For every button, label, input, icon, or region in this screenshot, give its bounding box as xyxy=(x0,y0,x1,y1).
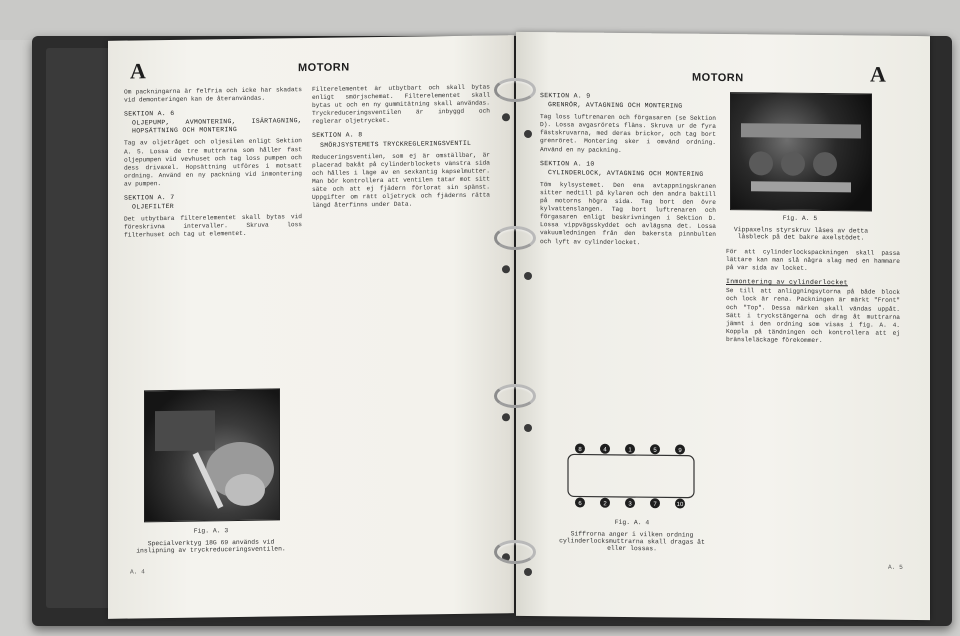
section-letter-left: A xyxy=(130,58,146,84)
punch-hole xyxy=(524,272,532,280)
bolt-number-top: 4 xyxy=(603,447,607,454)
section-a8-text: Reduceringsventilen, som ej är omställbar, är placerad bakåt på cylinderblockets vänstra sida och hålles i läge av en sexkantig kapselmutter. Man bör kontrollera att ventilen tätar mot sitt säte och att ej fjädern förlorat sin spänst. Uppgifter om rätt oljetryck och fjäderns rätta längd återfinns under Data. xyxy=(312,151,490,210)
punch-hole xyxy=(524,130,532,138)
section-a9-title: SEKTION A. 9 xyxy=(540,92,591,100)
section-a10-title: SEKTION A. 10 xyxy=(540,159,595,168)
left-column-2 xyxy=(312,84,490,566)
figure-a4-description: Siffrorna anger i vilken ordning cylinderlocksmuttrarna skall dragas åt eller lossas. xyxy=(559,530,705,553)
left-page xyxy=(108,35,514,619)
cylinder-head-outline xyxy=(568,454,694,497)
section-a9-text: Tag loss luftrenaren och förgasaren (se Sektion D). Lossa avgasrörets fläns. Skruva ur de fyra fästskruvarna, med deras brickor, och tag bort grenröret. Montering sker i omvänd ordning. Använd en ny packning. xyxy=(540,113,716,154)
section-a6-title: SEKTION A. 6 xyxy=(124,110,175,118)
bolt-number-top: 5 xyxy=(653,447,657,454)
section-a8-title: SEKTION A. 8 xyxy=(312,131,363,140)
tool-illustration xyxy=(145,389,279,521)
section-a8-subtitle: SMÖRJSYSTEMETS TRYCKREGLERINGSVENTIL xyxy=(320,139,472,149)
figure-a4-caption: Fig. A. 4 xyxy=(614,518,650,527)
bolt-number-top: 9 xyxy=(678,448,682,455)
punch-hole xyxy=(524,424,532,432)
figure-a5-description: Vippaxelns styrskruv låses av detta låsbleck på det bakre axelstödet. xyxy=(733,226,869,242)
section-a6-subtitle: OLJEPUMP, AVMONTERING, ISÄRTAGNING, HOPSÄTTNING OCH MONTERING xyxy=(132,117,302,135)
binder-ring xyxy=(494,384,536,408)
left-column-1 xyxy=(124,86,302,374)
bolt-number-top: 8 xyxy=(578,446,582,454)
bolt-number-bottom: 6 xyxy=(578,500,582,508)
install-heading: Inmontering av cylinderlocket xyxy=(726,278,848,287)
binder-ring xyxy=(494,226,536,250)
section-a7-text: Det utbytbara filterelementet skall bytas vid föreskrivna intervaller. Skruva loss filterhuset och tag ut elementet. xyxy=(124,213,302,240)
right-column-1 xyxy=(540,86,716,438)
figure-a5-photo xyxy=(730,92,872,211)
section-a6-text: Tag av oljetråget och oljesilen enligt Sektion A. 5. Lossa de tre muttrarna som håller fast oljepumpen vid vevhuset och tag loss pumpen och dess drivaxel. Hopsättning utföres i motsatt ordning. Använd en ny packning vid inmontering av pumpen. xyxy=(124,137,302,188)
page-number-right: A. 5 xyxy=(888,563,903,571)
punch-hole xyxy=(502,413,510,421)
gasket-paragraph: För att cylinderlockspackningen skall passa lättare kan man slå några slag med en hammare på var sida av locket. xyxy=(726,248,900,273)
section-a7-title: SEKTION A. 7 xyxy=(124,193,175,202)
binder-ring xyxy=(494,78,536,102)
figure-a3-caption: Fig. A. 3 xyxy=(193,527,229,535)
figure-a3-photo xyxy=(144,388,280,522)
bolt-number-bottom: 3 xyxy=(628,501,632,508)
bolt-number-top: 1 xyxy=(628,447,632,454)
bolt-number-bottom: 7 xyxy=(653,501,657,508)
binder-ring xyxy=(494,540,536,564)
section-letter-right: A xyxy=(870,61,886,87)
page-title-right: MOTORN xyxy=(692,71,744,85)
filter-paragraph: Filterelementet är utbytbart och skall bytas enligt smörjschemat. Filterelementet skall bytas ut och en ny gummitätning skall användas. Tryckreduceringsventilen är inbyggd och reglerar oljetrycket. xyxy=(312,83,490,126)
intro-paragraph: Om packningarna är felfria och icke har skadats vid demonteringen kan de återanvändas. xyxy=(124,86,302,104)
figure-a5-caption: Fig. A. 5 xyxy=(782,214,818,222)
punch-hole xyxy=(502,265,510,273)
section-a9-subtitle: GRENRÖR, AVTAGNING OCH MONTERING xyxy=(548,101,683,110)
right-column-2 xyxy=(726,248,900,550)
valve-gear-illustration xyxy=(731,93,871,210)
page-title-left: MOTORN xyxy=(298,61,350,75)
bolt-number-bottom: 10 xyxy=(676,502,684,509)
right-page xyxy=(516,32,930,620)
cylinder-head-diagram xyxy=(562,440,702,513)
punch-hole xyxy=(524,568,532,576)
section-a10-subtitle: CYLINDERLOCK, AVTAGNING OCH MONTERING xyxy=(548,168,704,178)
page-number-left: A. 4 xyxy=(130,568,145,576)
install-text: Se till att anliggningsytorna på både block och lock är rena. Packningen är märkt "Front" och "Top". Dessa märken skall vändas uppåt. Sätt i tryckstängerna och drag åt muttrarna jämnt i den ordning som visas i fig. A. 4. Koppla på tändningen och kontrollera att ej bränsleläckage förekommer. xyxy=(726,287,900,344)
punch-hole xyxy=(502,113,510,121)
figure-a3-description: Specialverktyg 18G 69 används vid inslipning av tryckreduceringsventilen. xyxy=(136,538,286,555)
section-a10-text: Töm kylsystemet. Den ena avtappningskranen sitter nedtill på kylaren och den andra baktill på motorns högra sida. Tag bort den övre kylvattenslangen. Tag bort luftrenaren och förgasaren enligt beskrivningen i Sektion D. Lossa vippvägsskyddet och avlägsna det. Lossa vakuumledningen från den bakersta pinnbulten och lyft av cylinderlocket. xyxy=(540,180,716,246)
section-a7-subtitle: OLJEFILTER xyxy=(132,203,175,211)
bolt-number-bottom: 2 xyxy=(603,501,607,508)
